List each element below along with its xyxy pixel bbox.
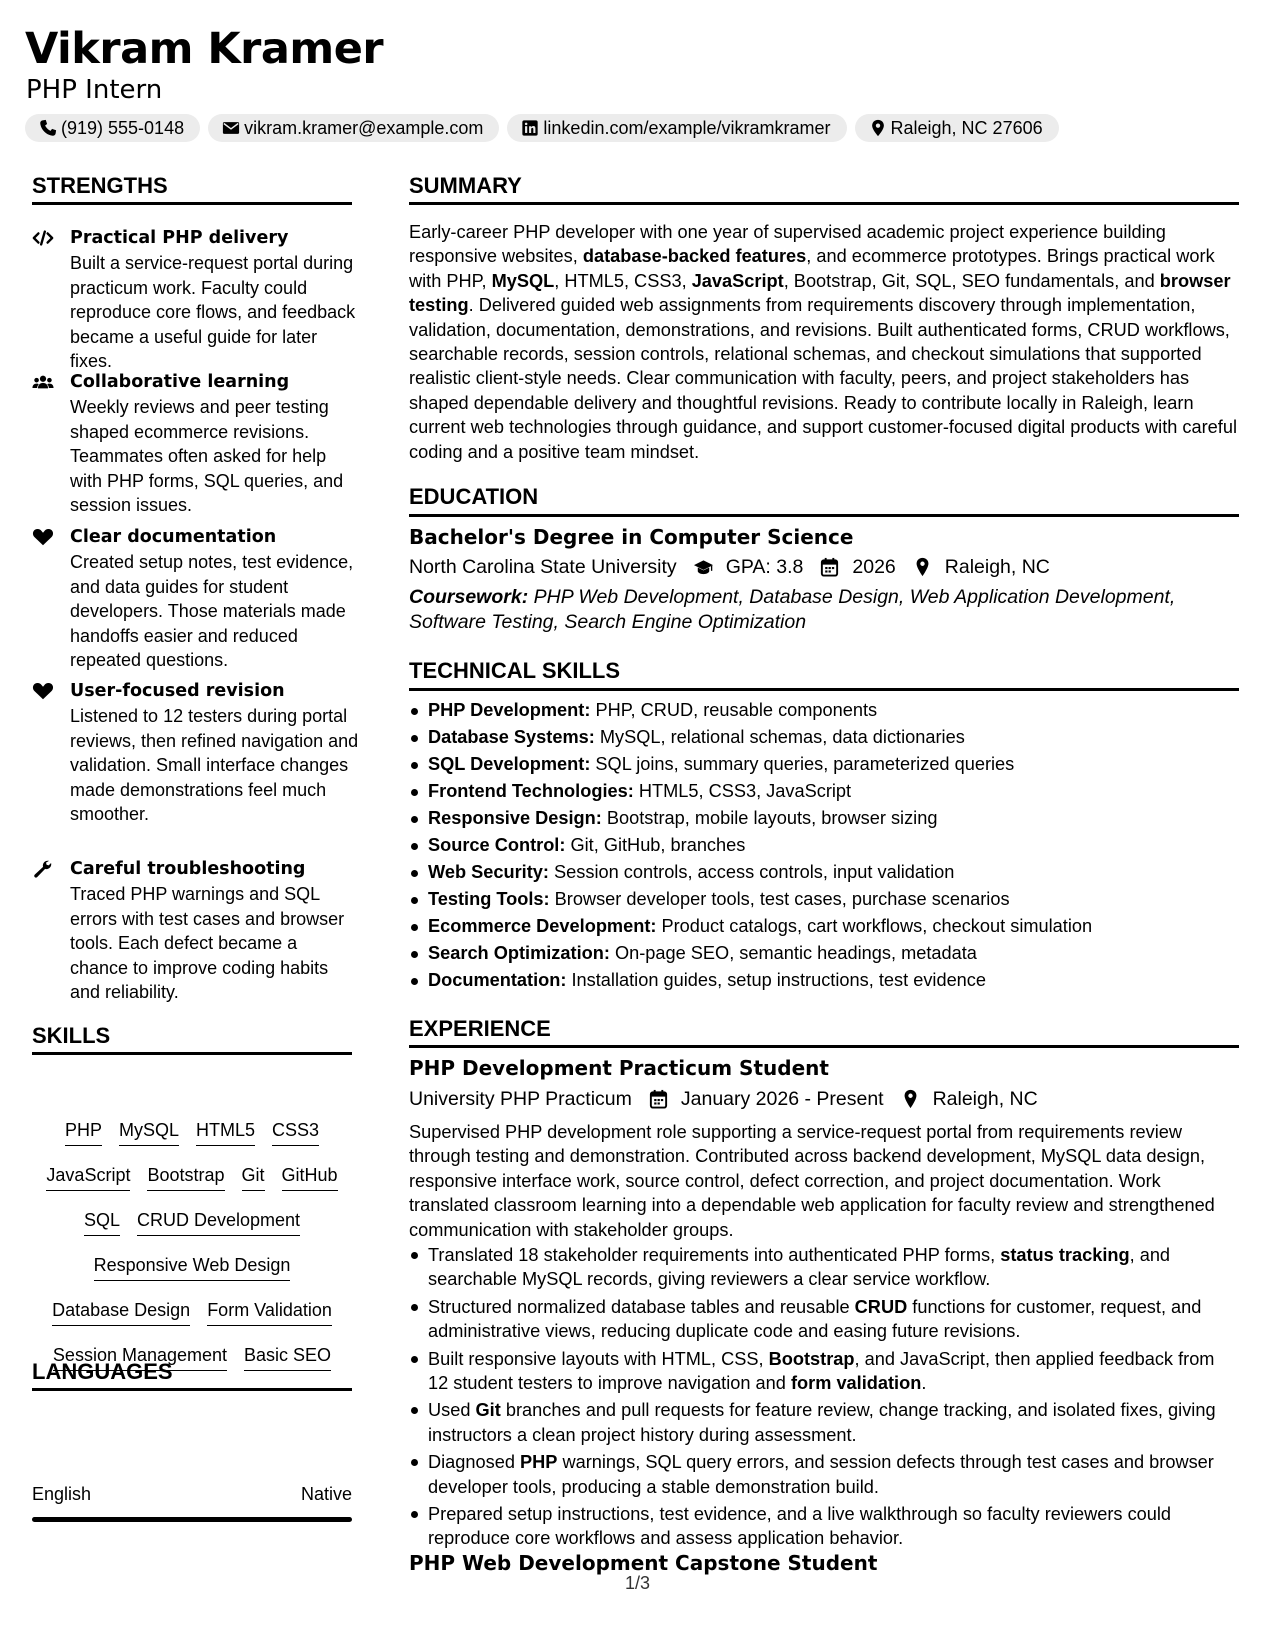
candidate-title: PHP Intern bbox=[26, 75, 163, 105]
gpa: GPA: 3.8 bbox=[725, 556, 804, 578]
strength-description: Created setup notes, test evidence, and data guides for student developers. Those materials made handoffs easier and reduced repeated questions. bbox=[70, 552, 354, 670]
wrench-icon bbox=[32, 859, 56, 879]
linkedin-icon bbox=[521, 119, 539, 137]
strength-description: Built a service-request portal during practicum work. Faculty could reproduce core flows, and feedback became a useful guide for later fixes. bbox=[70, 253, 356, 371]
calendar-icon bbox=[648, 1089, 669, 1109]
education-location: Raleigh, NC bbox=[944, 556, 1050, 578]
skill-tag: GitHub bbox=[282, 1163, 338, 1191]
strength-heading: User-focused revision bbox=[70, 681, 285, 701]
strength-item bbox=[32, 857, 352, 1002]
strength-description: Traced PHP warnings and SQL errors with test cases and browser tools. Each defect became a chance to improve coding habits and reliability. bbox=[70, 884, 345, 1002]
strength-item bbox=[32, 370, 352, 515]
language-item bbox=[32, 1482, 352, 1506]
skill-tag: Git bbox=[242, 1163, 265, 1191]
list-item: Documentation: Installation guides, setup instructions, test evidence bbox=[409, 967, 1239, 994]
job-title: PHP Web Development Capstone Student bbox=[409, 1551, 878, 1575]
summary-text: Early-career PHP developer with one year of supervised academic project experience building responsive websites, database-backed features, and ecommerce prototypes. Brings practical work with PHP, MySQL, HTML5, CSS3, JavaScript, Bootstrap, Git, SQL, SEO fundamentals, and browser testing. Delivered guided web assignments from requirements discovery through implementation, validation, documentation, demonstrations, and revisions. Built authenticated forms, CRUD workflows, searchable records, session controls, relational schemas, and checkout simulations that supported realistic client-style needs. Clear communication with faculty, peers, and project stakeholders has shaped dependable delivery and thoughtful revisions. Ready to contribute locally in Raleigh, learn current web technologies through guidance, and support customer-focused digital products with careful coding and a positive team mindset. bbox=[409, 222, 1238, 462]
skill-tag: Form Validation bbox=[207, 1298, 332, 1326]
job-location: Raleigh, NC bbox=[932, 1088, 1038, 1110]
list-item: Translated 18 stakeholder requirements into authenticated PHP forms, status tracking, and searchable MySQL records, giving reviewers a clear service workflow. bbox=[409, 1243, 1239, 1292]
phone-icon bbox=[39, 119, 57, 137]
strength-heading: Practical PHP delivery bbox=[70, 228, 289, 248]
skill-tag: Basic SEO bbox=[244, 1343, 331, 1371]
contact-email-text: vikram.kramer@example.com bbox=[244, 117, 484, 138]
heart-icon bbox=[32, 681, 56, 701]
skill-tag: HTML5 bbox=[196, 1118, 255, 1146]
list-item: PHP Development: PHP, CRUD, reusable components bbox=[409, 697, 1239, 724]
language-name: English bbox=[32, 1484, 92, 1504]
heart-icon bbox=[32, 527, 56, 547]
education-meta bbox=[409, 554, 1239, 580]
skill-tag: Session Management bbox=[53, 1343, 227, 1371]
education-divider bbox=[409, 514, 1239, 517]
skill-tag: CRUD Development bbox=[137, 1208, 300, 1236]
technical-skills-title: TECHNICAL SKILLS bbox=[409, 658, 621, 683]
skill-tag: SQL bbox=[84, 1208, 120, 1236]
list-item: Responsive Design: Bootstrap, mobile layouts, browser sizing bbox=[409, 805, 1239, 832]
strengths-title: STRENGTHS bbox=[32, 173, 168, 198]
job-dates: January 2026 - Present bbox=[680, 1088, 884, 1110]
list-item: Frontend Technologies: HTML5, CSS3, JavaScript bbox=[409, 778, 1239, 805]
list-item: Structured normalized database tables and reusable CRUD functions for customer, request, and administrative views, reducing duplicate code and easing future revisions. bbox=[409, 1295, 1239, 1344]
contact-phone-text: (919) 555-0148 bbox=[61, 117, 185, 138]
map-pin-icon bbox=[912, 557, 933, 577]
coursework-label: Coursework: bbox=[409, 586, 529, 608]
coursework-list: PHP Web Development, Database Design, Web Application Development, Software Testing, Search Engine Optimization bbox=[409, 586, 1176, 633]
list-item: SQL Development: SQL joins, summary queries, parameterized queries bbox=[409, 751, 1239, 778]
contact-bar bbox=[25, 114, 1059, 142]
list-item: Database Systems: MySQL, relational schemas, data dictionaries bbox=[409, 724, 1239, 751]
skills-divider bbox=[32, 1052, 352, 1055]
technical-skills-divider bbox=[409, 688, 1239, 691]
school-name: North Carolina State University bbox=[409, 556, 677, 578]
skills-row bbox=[32, 1208, 352, 1253]
strength-item bbox=[32, 525, 354, 670]
contact-location-text: Raleigh, NC 27606 bbox=[890, 117, 1043, 138]
contact-linkedin[interactable] bbox=[507, 114, 846, 142]
list-item: Used Git branches and pull requests for feature review, change tracking, and isolated fixes, giving instructors a clean project history during assessment. bbox=[409, 1398, 1239, 1447]
skill-tag: JavaScript bbox=[46, 1163, 130, 1191]
page-number: 1/3 bbox=[625, 1573, 651, 1593]
list-item: Source Control: Git, GitHub, branches bbox=[409, 832, 1239, 859]
list-item: Prepared setup instructions, test evidence, and a live walkthrough so faculty reviewers could reproduce core workflows and assess application behavior. bbox=[409, 1502, 1239, 1551]
job-meta bbox=[409, 1086, 1239, 1112]
skills-row bbox=[32, 1253, 352, 1298]
technical-skills-list bbox=[409, 697, 1239, 994]
skill-tag: CSS3 bbox=[272, 1118, 319, 1146]
contact-linkedin-text: linkedin.com/example/vikramkramer bbox=[543, 117, 831, 138]
strength-heading: Collaborative learning bbox=[70, 372, 290, 392]
code-icon bbox=[32, 228, 56, 248]
summary-divider bbox=[409, 202, 1239, 205]
strength-heading: Careful troubleshooting bbox=[70, 859, 306, 879]
contact-phone[interactable] bbox=[25, 114, 200, 142]
skills-row bbox=[32, 1298, 352, 1343]
language-level: Native bbox=[300, 1484, 352, 1504]
candidate-name: Vikram Kramer bbox=[25, 24, 384, 74]
job-achievements bbox=[409, 1243, 1239, 1554]
graduation-year: 2026 bbox=[852, 556, 896, 578]
map-pin-icon bbox=[900, 1089, 921, 1109]
skills-list bbox=[32, 1118, 352, 1388]
skill-tag: Responsive Web Design bbox=[94, 1253, 291, 1281]
list-item: Search Optimization: On-page SEO, semantic headings, metadata bbox=[409, 940, 1239, 967]
contact-location bbox=[855, 114, 1059, 142]
strength-heading: Clear documentation bbox=[70, 527, 277, 547]
skill-tag: MySQL bbox=[119, 1118, 179, 1146]
experience-divider bbox=[409, 1045, 1239, 1048]
skills-title: SKILLS bbox=[32, 1023, 111, 1048]
calendar-icon bbox=[819, 557, 840, 577]
skills-row bbox=[32, 1118, 352, 1163]
strength-item bbox=[32, 226, 356, 371]
strength-description: Listened to 12 testers during portal reviews, then refined navigation and validation. Small interface changes made demonstrations feel much smoother. bbox=[70, 706, 359, 824]
strengths-divider bbox=[32, 202, 352, 205]
summary-title: SUMMARY bbox=[409, 173, 522, 198]
graduation-cap-icon bbox=[693, 557, 714, 577]
languages-title: LANGUAGES bbox=[32, 1359, 173, 1384]
map-pin-icon bbox=[869, 119, 887, 137]
education-title: EDUCATION bbox=[409, 484, 539, 509]
list-item: Web Security: Session controls, access controls, input validation bbox=[409, 859, 1239, 886]
skill-tag: PHP bbox=[65, 1118, 102, 1146]
skill-tag: Bootstrap bbox=[147, 1163, 224, 1191]
skills-row bbox=[32, 1163, 352, 1208]
job-organization: University PHP Practicum bbox=[409, 1088, 632, 1110]
skill-tag: Database Design bbox=[52, 1298, 190, 1326]
languages-divider bbox=[32, 1388, 352, 1391]
contact-email[interactable] bbox=[208, 114, 499, 142]
list-item: Ecommerce Development: Product catalogs, cart workflows, checkout simulation bbox=[409, 913, 1239, 940]
strength-description: Weekly reviews and peer testing shaped ecommerce revisions. Teammates often asked for help with PHP forms, SQL queries, and session issues. bbox=[70, 397, 344, 515]
language-level-bar bbox=[32, 1517, 352, 1522]
list-item: Testing Tools: Browser developer tools, test cases, purchase scenarios bbox=[409, 886, 1239, 913]
experience-title: EXPERIENCE bbox=[409, 1016, 551, 1041]
job-description: Supervised PHP development role supporting a service-request portal from requirements review through testing and demonstration. Contributed across backend development, MySQL data design, responsive interface work, source control, defect correction, and project documentation. Work translated classroom learning into a dependable web application for faculty review and strengthened communication with stakeholder groups. bbox=[409, 1122, 1215, 1240]
strength-item bbox=[32, 679, 359, 839]
list-item: Built responsive layouts with HTML, CSS, Bootstrap, and JavaScript, then applied feedback from 12 student testers to improve navigation and form validation. bbox=[409, 1347, 1239, 1396]
job-title: PHP Development Practicum Student bbox=[409, 1056, 829, 1080]
users-icon bbox=[32, 372, 56, 392]
list-item: Diagnosed PHP warnings, SQL query errors, and session defects through test cases and browser developer tools, producing a stable demonstration build. bbox=[409, 1450, 1239, 1499]
coursework bbox=[409, 585, 1239, 634]
degree-title: Bachelor's Degree in Computer Science bbox=[409, 525, 854, 549]
envelope-icon bbox=[222, 119, 240, 137]
